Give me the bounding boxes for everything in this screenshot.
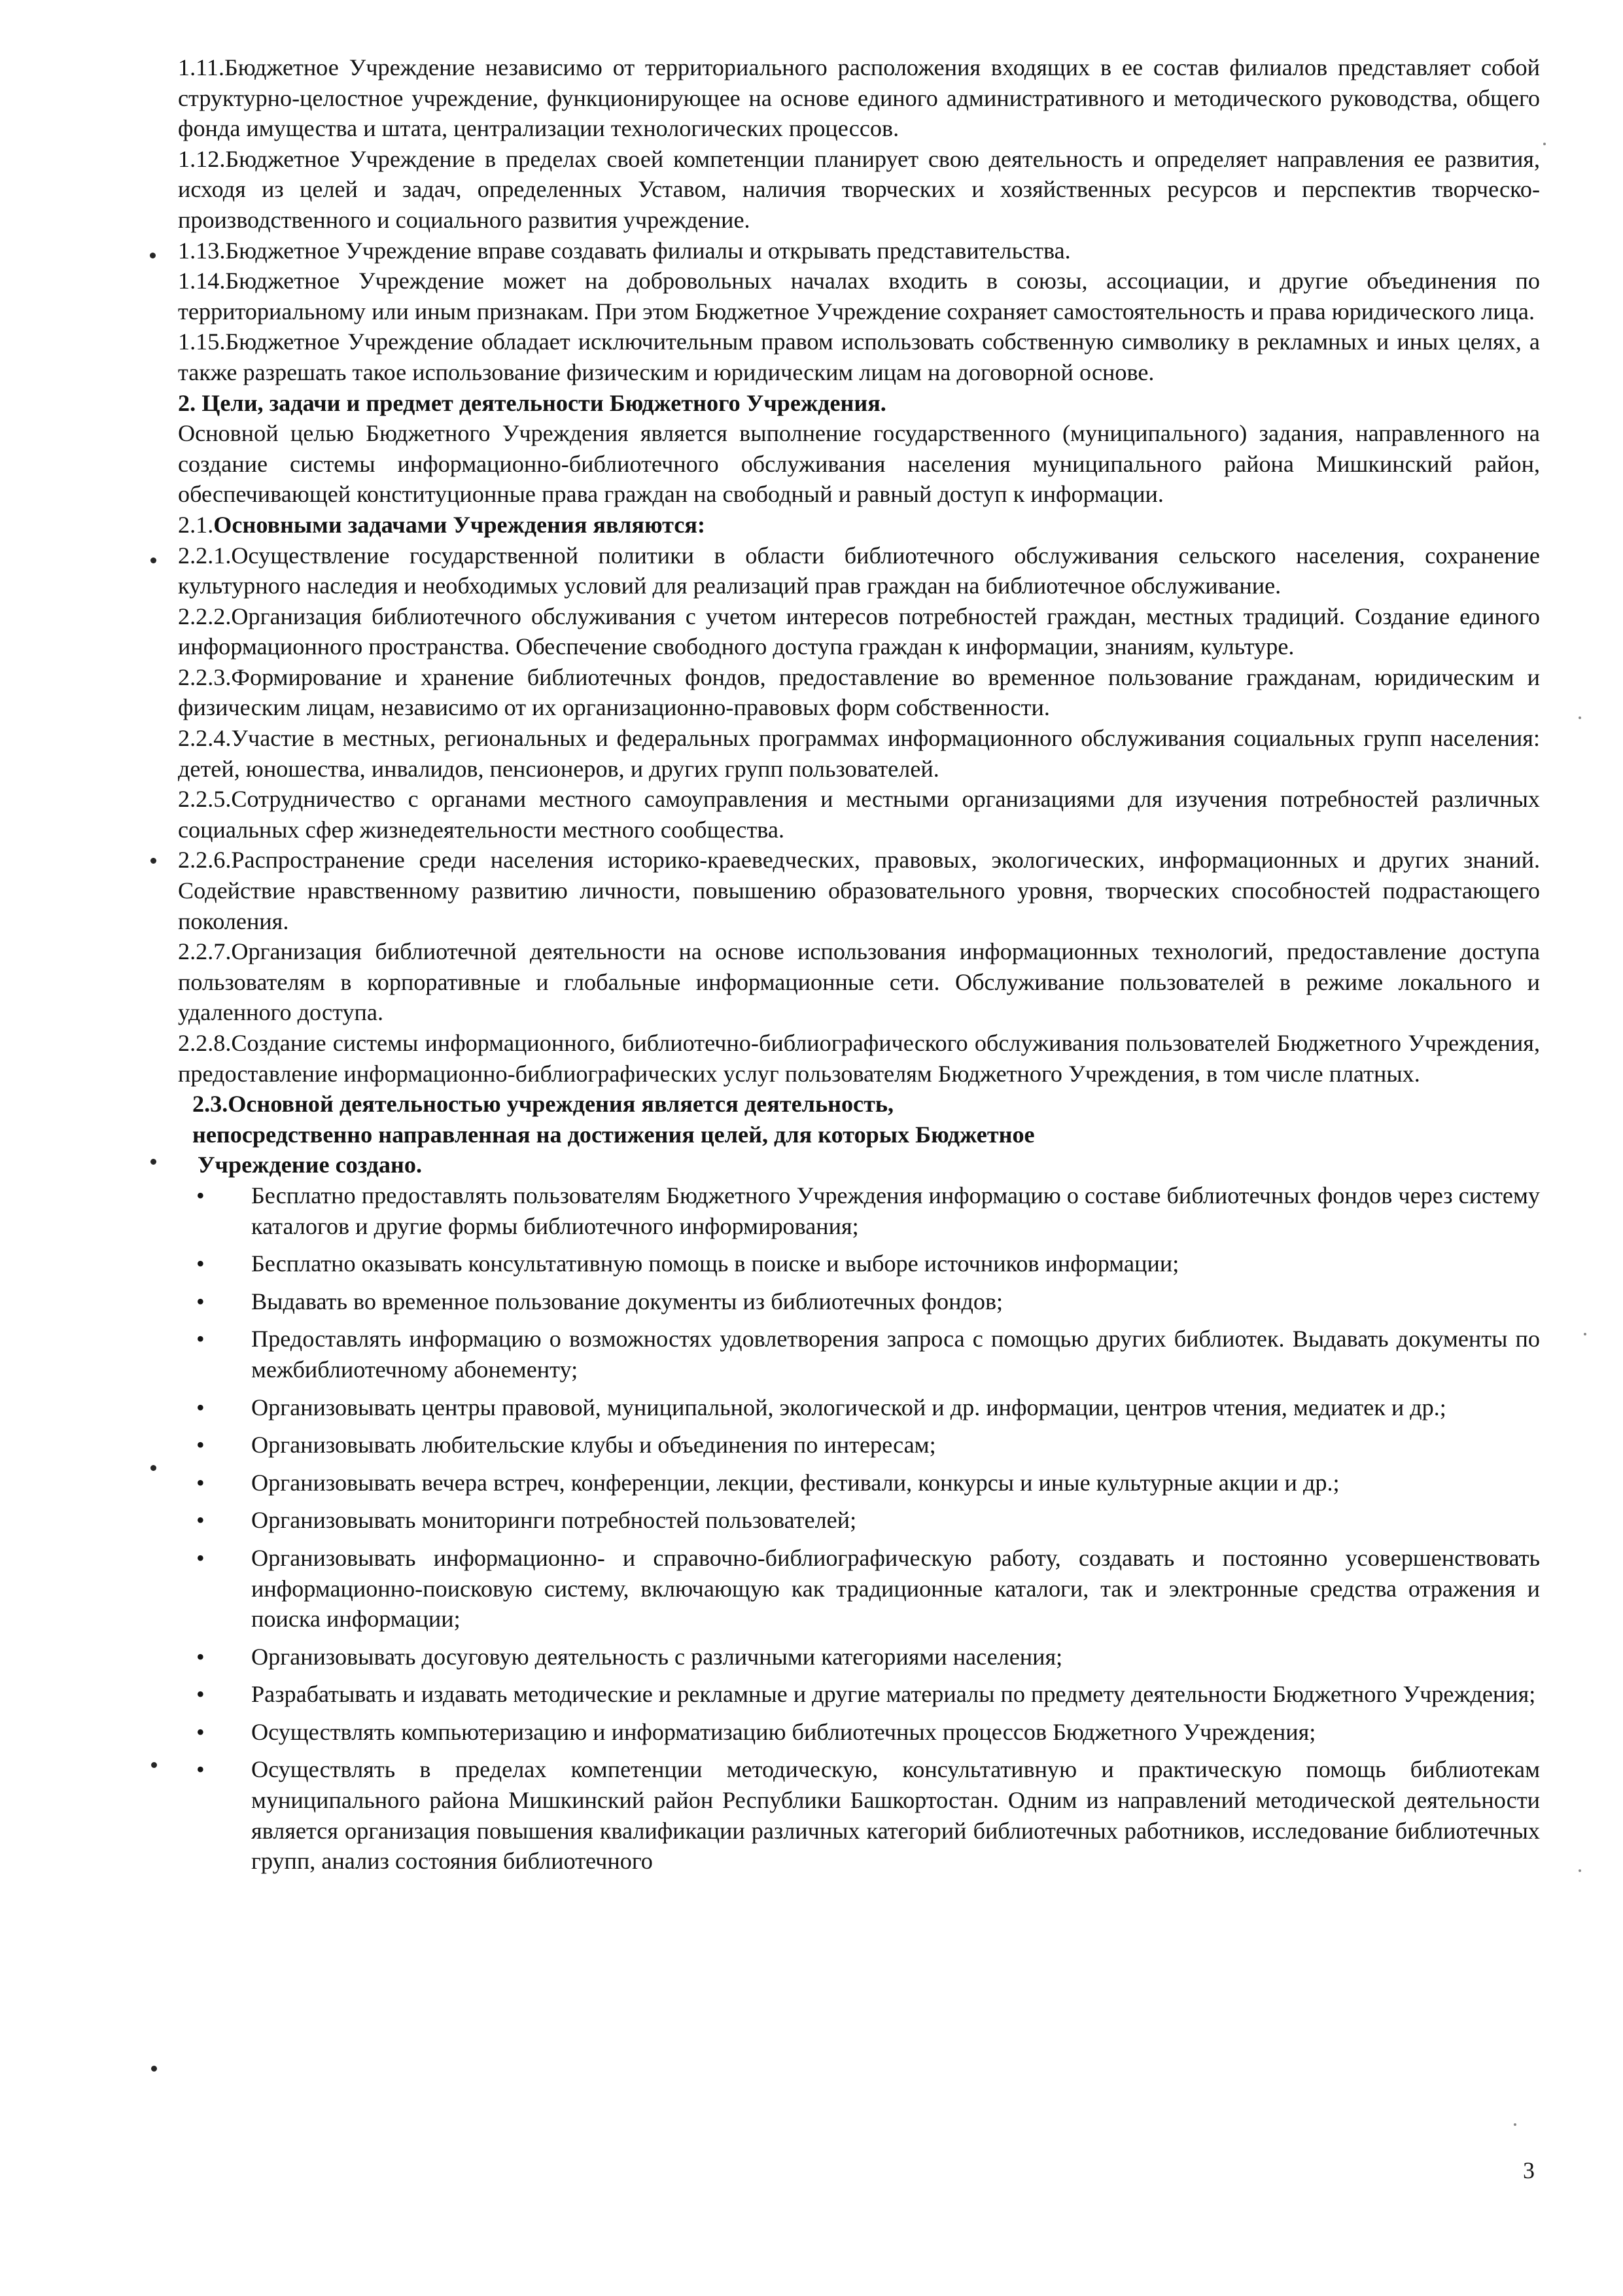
activity-text: Организовывать мониторинги потребностей пользователей;	[251, 1507, 857, 1534]
activity-text: Организовывать вечера встреч, конференции, лекции, фестивали, конкурсы и иные культурные акции и др.;	[251, 1469, 1340, 1496]
task-item: 2.2.7.Организация библиотечной деятельности на основе использования информационных технологий, предоставление доступа пользователям в корпоративные и глобальные информационные сети. Обслуживание пользователей в режиме локального и удаленного доступа.	[178, 938, 1540, 1026]
activities-list	[178, 1180, 1540, 1877]
list-item	[178, 1286, 1540, 1317]
activity-text: Бесплатно оказывать консультативную помощь в поиске и выборе источников информации;	[251, 1250, 1179, 1277]
scan-speck	[1543, 143, 1546, 145]
section-2-title: 2. Цели, задачи и предмет деятельности Бюджетного Учреждения.	[178, 389, 886, 416]
clause-1-14: 1.14.Бюджетное Учреждение может на добровольных началах входить в союзы, ассоциации, и другие объединения по территориальному или иным признакам. При этом Бюджетное Учреждение сохраняет самостоятельность и права юридического лица.	[178, 268, 1540, 325]
task-item: 2.2.2.Организация библиотечного обслуживания с учетом интересов потребностей граждан, местных традиций. Создание единого информационного пространства. Обеспечение свободного доступа граждан к информации, знаниям, культуре.	[178, 603, 1540, 660]
scan-speck	[1579, 1869, 1581, 1872]
bullet-icon: •	[196, 1432, 205, 1458]
activity-text: Выдавать во временное пользование документы из библиотечных фондов;	[251, 1288, 1003, 1315]
activity-text: Организовывать любительские клубы и объединения по интересам;	[251, 1432, 936, 1458]
task-item: 2.2.1.Осуществление государственной политики в области библиотечного обслуживания сельского населения, сохранение культурного наследия и необходимых условий для реализаций прав граждан на библиотечное обслуживание.	[178, 542, 1540, 599]
bullet-icon: •	[196, 1326, 205, 1352]
activity-heading-line: 2.3.Основной деятельностью учреждения является деятельность,	[192, 1091, 894, 1118]
tasks-heading-number: 2.1.	[178, 511, 214, 538]
list-item	[178, 1754, 1540, 1876]
list-item	[178, 1392, 1540, 1423]
intro-clauses	[178, 52, 1540, 388]
activity-text: Осуществлять в пределах компетенции методическую, консультативную и практическую помощь библиотекам муниципального района Мишкинский район Республики Башкортостан. Одним из направлений методической деятельности является организация повышения квалификации различных категорий библиотечных работников, исследование библиотечных групп, анализ состояния библиотечного	[251, 1756, 1540, 1875]
task-item: 2.2.4.Участие в местных, региональных и федеральных программах информационного обслуживания социальных групп населения: детей, юношества, инвалидов, пенсионеров, и других групп пользователей.	[178, 725, 1540, 782]
tasks-heading-text: Основными задачами Учреждения являются:	[213, 511, 706, 538]
list-item	[178, 1180, 1540, 1241]
bullet-icon: •	[196, 1469, 205, 1496]
list-item	[178, 1543, 1540, 1634]
activity-heading-line: непосредственно направленная на достижения целей, для которых Бюджетное	[192, 1121, 1035, 1148]
tasks-heading	[178, 510, 1540, 540]
list-item	[178, 1717, 1540, 1748]
bullet-icon: •	[196, 1288, 205, 1315]
bullet-icon: •	[196, 1182, 205, 1209]
scan-speck	[1584, 1333, 1586, 1335]
clause-1-12: 1.12.Бюджетное Учреждение в пределах своей компетенции планирует свою деятельность и определяет направления ее развития, исходя из целей и задач, определенных Уставом, наличия творческих и хозяйственных ресурсов и перспектив творческо-производственного и социального развития учреждение.	[178, 145, 1540, 233]
scan-mark	[150, 557, 156, 563]
bullet-icon: •	[196, 1643, 205, 1670]
task-item: 2.2.3.Формирование и хранение библиотечных фондов, предоставление во временное пользование гражданам, юридическим и физическим лицам, независимо от их организационно-правовых форм собственности.	[178, 663, 1540, 721]
scan-mark	[150, 1159, 156, 1165]
activity-text: Разрабатывать и издавать методические и рекламные и другие материалы по предмету деятельности Бюджетного Учреждения;	[251, 1681, 1536, 1708]
scan-mark	[150, 858, 156, 864]
bullet-icon: •	[196, 1250, 205, 1277]
activity-text: Организовывать информационно- и справочно-библиографическую работу, создавать и постоянно усовершенствовать информационно-поисковую систему, включающую как традиционные каталоги, так и электронные средства отражения и поиска информации;	[251, 1544, 1540, 1633]
activity-text: Организовывать центры правовой, муниципальной, экологической и др. информации, центров чтения, медиатек и др.;	[251, 1394, 1446, 1421]
scan-speck	[1579, 716, 1581, 719]
clause-1-15: 1.15.Бюджетное Учреждение обладает исключительным правом использовать собственную символику в рекламных и иных целях, а также разрешать такое использование физическим и юридическим лицам на договорной основе.	[178, 328, 1540, 385]
activity-text: Организовывать досуговую деятельность с различными категориями населения;	[251, 1643, 1063, 1670]
bullet-icon: •	[196, 1544, 205, 1571]
task-item: 2.2.6.Распространение среди населения историко-краеведческих, правовых, экологических, информационных и других знаний. Содействие нравственному развитию личности, повышению образовательного уровня, творческих способностей подрастающего поколения.	[178, 847, 1540, 934]
activity-text: Предоставлять информацию о возможностях удовлетворения запроса с помощью других библиотек. Выдавать документы по межбиблиотечному абонементу;	[251, 1326, 1540, 1383]
section-2-goal: Основной целью Бюджетного Учреждения является выполнение государственного (муниципального) задания, направленного на создание системы информационно-библиотечного обслуживания населения муниципального района Мишкинский район, обеспечивающей конституционные права граждан на свободный и равный доступ к информации.	[178, 420, 1540, 508]
list-item	[178, 1430, 1540, 1460]
scan-mark	[151, 1762, 157, 1768]
task-item: 2.2.5.Сотрудничество с органами местного самоуправления и местными организациями для изучения потребностей различных социальных сфер жизнедеятельности местного сообщества.	[178, 786, 1540, 843]
activity-heading-line: Учреждение создано.	[198, 1152, 423, 1178]
bullet-icon: •	[196, 1718, 205, 1745]
tasks-list	[178, 540, 1540, 1089]
list-item	[178, 1505, 1540, 1536]
list-item	[178, 1642, 1540, 1672]
bullet-icon: •	[196, 1507, 205, 1534]
scan-mark	[151, 2066, 157, 2072]
list-item	[178, 1248, 1540, 1279]
list-item	[178, 1679, 1540, 1710]
activity-text: Бесплатно предоставлять пользователям Бюджетного Учреждения информацию о составе библиотечных фондов через систему каталогов и другие формы библиотечного информирования;	[251, 1182, 1540, 1239]
bullet-icon: •	[196, 1756, 205, 1783]
task-item: 2.2.8.Создание системы информационного, библиотечно-библиографического обслуживания пользователей Бюджетного Учреждения, предоставление информационно-библиографических услуг пользователям Бюджетного Учреждения, в том числе платных.	[178, 1030, 1540, 1087]
document-page	[178, 52, 1540, 1884]
clause-1-11: 1.11.Бюджетное Учреждение независимо от территориального расположения входящих в ее состав филиалов представляет собой структурно-целостное учреждение, функционирующее на основе единого административного и методического руководства, общего фонда имущества и штата, централизации технологических процессов.	[178, 54, 1540, 142]
list-item	[178, 1324, 1540, 1385]
page-number: 3	[1523, 2157, 1535, 2183]
scan-speck	[1514, 2123, 1516, 2126]
bullet-icon: •	[196, 1394, 205, 1421]
scan-mark	[150, 1465, 156, 1471]
activity-heading	[178, 1089, 1540, 1180]
bullet-icon: •	[196, 1681, 205, 1708]
list-item	[178, 1468, 1540, 1498]
clause-1-13: 1.13.Бюджетное Учреждение вправе создавать филиалы и открывать представительства.	[178, 237, 1071, 264]
scan-mark	[150, 253, 156, 258]
activity-text: Осуществлять компьютеризацию и информатизацию библиотечных процессов Бюджетного Учреждения;	[251, 1718, 1316, 1745]
